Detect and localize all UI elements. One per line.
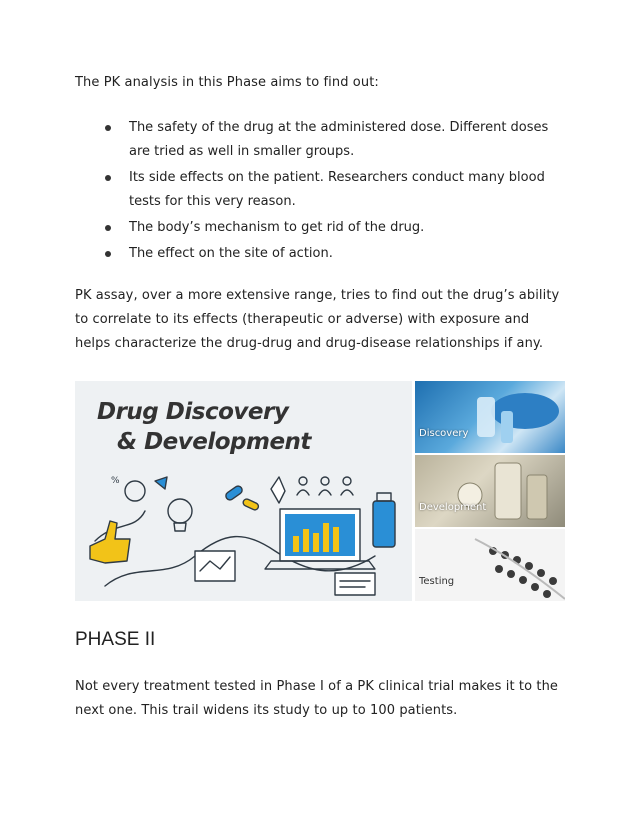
lab-equipment-icon (415, 455, 565, 527)
assay-paragraph: PK assay, over a more extensive range, tries to find out the drug’s ability to correlate to its effects (therapeutic or adverse) with exposure and helps characterize the drug-drug and drug-disease relationships if any. (75, 288, 560, 351)
bullet-item-side-effects: Its side effects on the patient. Researchers conduct many blood tests for this very reason. (102, 166, 552, 214)
discovery-label: Discovery (419, 428, 469, 439)
bullet-item-safety: The safety of the drug at the administered dose. Different doses are tried as well in smaller groups. (102, 116, 552, 164)
bullet-item-mechanism: The body’s mechanism to get rid of the drug. (102, 216, 552, 240)
figure-title-line1: Drug Discovery (97, 399, 289, 425)
lab-glove-icon (415, 381, 565, 453)
testing-thumbnail (415, 529, 565, 601)
bullet-list (102, 116, 552, 268)
test-tube-rack-icon (415, 529, 565, 601)
bullet-item-site-of-action: The effect on the site of action. (102, 242, 552, 266)
drug-discovery-figure (75, 381, 565, 601)
development-thumbnail (415, 455, 565, 527)
svg-text:%: % (111, 476, 120, 486)
development-label: Development (419, 502, 487, 513)
discovery-thumbnail (415, 381, 565, 453)
phase-ii-paragraph: Not every treatment tested in Phase I of a PK clinical trial makes it to the next one. This trail widens its study to up to 100 patients. (75, 679, 559, 718)
testing-label: Testing (419, 576, 455, 587)
illustration-panel (75, 381, 412, 601)
photo-thumbnails (415, 381, 565, 601)
intro-paragraph: The PK analysis in this Phase aims to find out: (75, 75, 379, 90)
phase-ii-heading: PHASE II (75, 629, 156, 650)
figure-title-line2: & Development (117, 429, 311, 455)
